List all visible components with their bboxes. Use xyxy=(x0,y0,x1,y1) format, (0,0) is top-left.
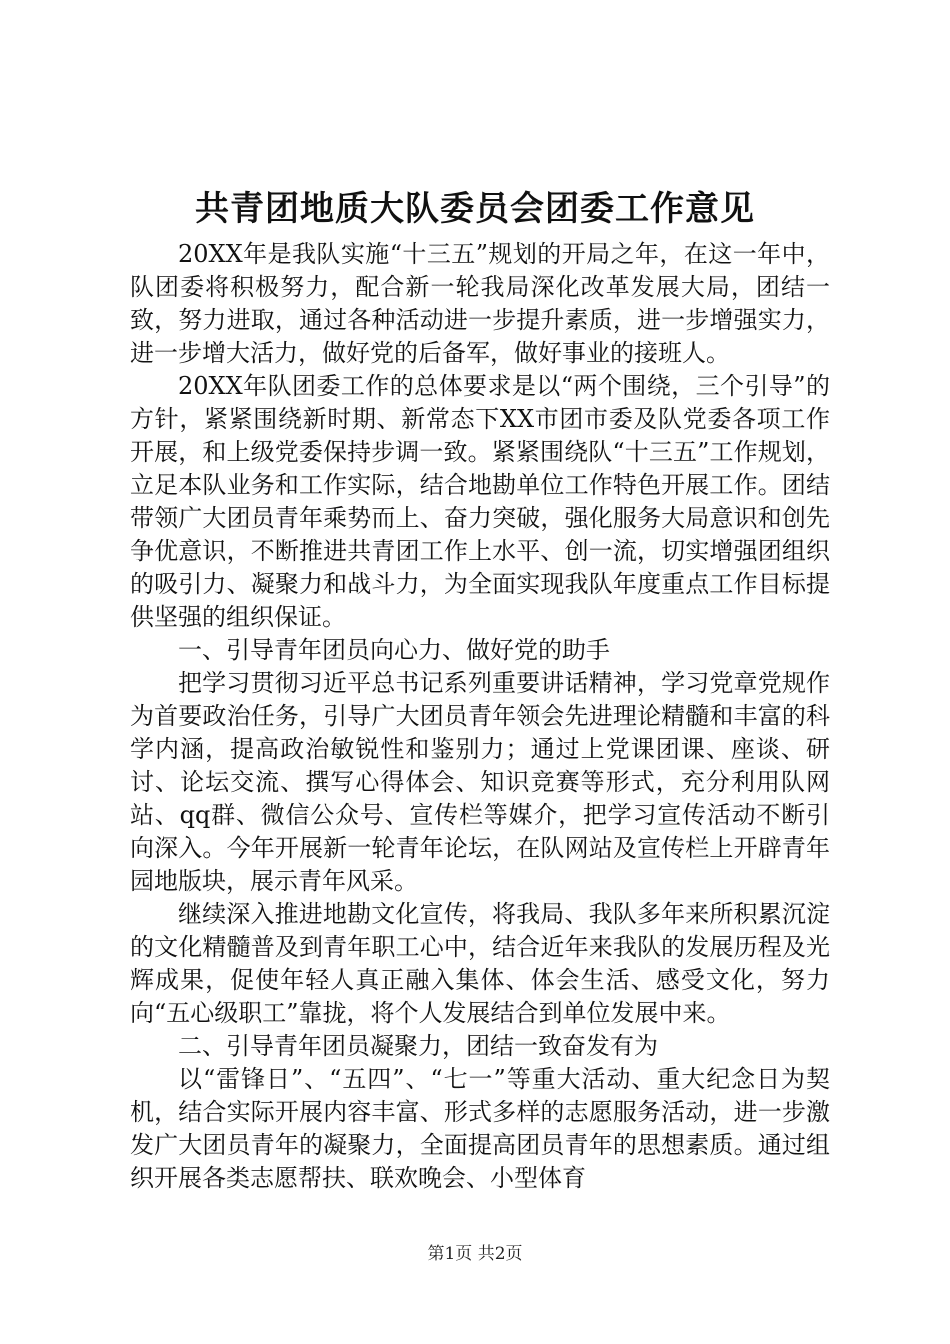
document-body xyxy=(130,238,830,1195)
section-heading-1: 一、引导青年团员向心力、做好党的助手 xyxy=(178,636,610,664)
paragraph-study: 把学习贯彻习近平总书记系列重要讲话精神，学习党章党规作为首要政治任务，引导广大团员青年领会先进理论精髓和丰富的科学内涵，提高政治敏锐性和鉴别力；通过上党课团课、座谈、研讨、论坛交流、撰写心得体会、知识竞赛等形式，充分利用队网站、qq群、微信公众号、宣传栏等媒介，把学习宣传活动不断引向深入。今年开展新一轮青年论坛，在队网站及宣传栏上开辟青年园地版块，展示青年风采。 xyxy=(130,669,830,895)
paragraph-culture: 继续深入推进地勘文化宣传，将我局、我队多年来所积累沉淀的文化精髓普及到青年职工心中，结合近年来我队的发展历程及光辉成果，促使年轻人真正融入集体、体会生活、感受文化，努力向“五心级职工”靠拢，将个人发展结合到单位发展中来。 xyxy=(130,900,830,1027)
paragraph-requirements: 20XX年队团委工作的总体要求是以“两个围绕，三个引导”的方针，紧紧围绕新时期、新常态下XX市团市委及队党委各项工作开展，和上级党委保持步调一致。紧紧围绕队“十三五”工作规划，立足本队业务和工作实际，结合地勘单位工作特色开展工作。团结带领广大团员青年乘势而上、奋力突破，强化服务大局意识和创先争优意识，不断推进共青团工作上水平、创一流，切实增强团组织的吸引力、凝聚力和战斗力，为全面实现我队年度重点工作目标提供坚强的组织保证。 xyxy=(130,372,830,631)
paragraph-volunteer: 以“雷锋日”、“五四”、“七一”等重大活动、重大纪念日为契机，结合实际开展内容丰富、形式多样的志愿服务活动，进一步激发广大团员青年的凝聚力，全面提高团员青年的思想素质。通过组织开展各类志愿帮扶、联欢晚会、小型体育 xyxy=(130,1065,830,1192)
page-number-footer: 第1页 共2页 xyxy=(427,1244,523,1264)
section-heading-2: 二、引导青年团员凝聚力，团结一致奋发有为 xyxy=(178,1032,658,1060)
document-title: 共青团地质大队委员会团委工作意见 xyxy=(195,189,755,229)
paragraph-intro: 20XX年是我队实施“十三五”规划的开局之年，在这一年中，队团委将积极努力，配合新一轮我局深化改革发展大局，团结一致，努力进取，通过各种活动进一步提升素质，进一步增强实力，进一步增大活力，做好党的后备军，做好事业的接班人。 xyxy=(130,240,830,367)
